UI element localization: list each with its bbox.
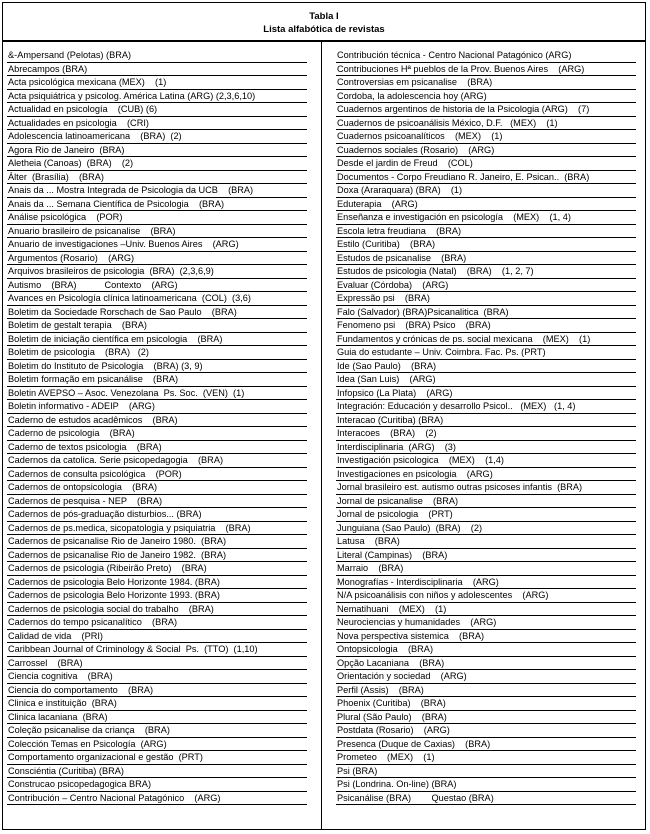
journal-entry: Cadernos de psicologia (Ribeirão Preto) (BRA)	[7, 562, 307, 576]
journal-entry: Contribución técnica - Centro Nacional Patagónico (ARG)	[336, 49, 636, 63]
journal-entry: Anuario de investigaciones –Univ. Buenos Aires (ARG)	[7, 238, 307, 252]
journal-entry: Jornal de psicologia (PRT)	[336, 508, 636, 522]
journal-entry: Álter (Brasília) (BRA)	[7, 171, 307, 185]
journal-entry: Cadernos de consulta psicológica (POR)	[7, 468, 307, 482]
journal-entry: Boletim do Instituto de Psicologia (BRA) (3, 9)	[7, 360, 307, 374]
journal-entry: Cuadernos sociales (Rosario) (ARG)	[336, 144, 636, 158]
journal-entry: Evaluar (Córdoba) (ARG)	[336, 279, 636, 293]
journal-entry: Idea (San Luis) (ARG)	[336, 373, 636, 387]
journal-entry: Psi (Londrina. On-line) (BRA)	[336, 778, 636, 792]
journal-entry: Plural (São Paulo) (BRA)	[336, 711, 636, 725]
journal-entry: Aletheia (Canoas) (BRA) (2)	[7, 157, 307, 171]
journal-entry: Caderno de estudos acadêmicos (BRA)	[7, 414, 307, 428]
journal-entry: Avances en Psicología clínica latinoamericana (COL) (3,6)	[7, 292, 307, 306]
journal-entry: Nematihuani (MEX) (1)	[336, 603, 636, 617]
journal-entry: Cadernos da catolica. Serie psicopedagogia (BRA)	[7, 454, 307, 468]
journal-entry: Documentos - Corpo Freudiano R. Janeiro, E. Psican.. (BRA)	[336, 171, 636, 185]
journal-entry: Doxa (Araraquara) (BRA) (1)	[336, 184, 636, 198]
journal-entry: Argumentos (Rosario) (ARG)	[7, 252, 307, 266]
journal-entry: Boletim da Sociedade Rorschach de Sao Paulo (BRA)	[7, 306, 307, 320]
journal-entry: Desde el jardin de Freud (COL)	[336, 157, 636, 171]
journal-entry: Boletin informativo - ADEIP (ARG)	[7, 400, 307, 414]
journal-entry: Caderno de textos psicologia (BRA)	[7, 441, 307, 455]
journal-entry: Anuario brasileiro de psicanalise (BRA)	[7, 225, 307, 239]
journal-entry: N/A psicoanálisis con niños y adolescentes (ARG)	[336, 589, 636, 603]
journal-entry: Expressão psi (BRA)	[336, 292, 636, 306]
left-column-list	[7, 49, 307, 805]
journal-entry: Cadernos de ps.medica, sicopatologia y psiquiatria (BRA)	[7, 522, 307, 536]
journal-entry: Cadernos do tempo psicanalítico (BRA)	[7, 616, 307, 630]
journal-entry: Monografías - Interdisciplinaria (ARG)	[336, 576, 636, 590]
journal-entry: Integración: Educación y desarrollo Psicol.. (MEX) (1, 4)	[336, 400, 636, 414]
journal-entry: Prometeo (MEX) (1)	[336, 751, 636, 765]
table-subtitle: Lista alfabótica de revistas	[263, 24, 385, 35]
journal-entry: Colección Temas en Psicología (ARG)	[7, 738, 307, 752]
journal-entry: Jornal de psicanalise (BRA)	[336, 495, 636, 509]
journal-entry: Anais da ... Mostra Integrada de Psicologia da UCB (BRA)	[7, 184, 307, 198]
journal-entry: Estudos de psicologia (Natal) (BRA) (1, 2, 7)	[336, 265, 636, 279]
journal-entry: Cuadernos psicoanalíticos (MEX) (1)	[336, 130, 636, 144]
journal-entry: Nova perspectiva sistemica (BRA)	[336, 630, 636, 644]
journal-entry: &-Ampersand (Pelotas) (BRA)	[7, 49, 307, 63]
journal-entry: Junguiana (Sao Paulo) (BRA) (2)	[336, 522, 636, 536]
journal-entry: Cadernos de psicanalise Rio de Janeiro 1980. (BRA)	[7, 535, 307, 549]
journal-entry: Boletim formação em psicanálise (BRA)	[7, 373, 307, 387]
journal-entry: Acta psiquiátrica y psicolog. América Latina (ARG) (2,3,6,10)	[7, 90, 307, 104]
journal-entry: Investigaciones en psicologia (ARG)	[336, 468, 636, 482]
journal-entry: Interacoes (BRA) (2)	[336, 427, 636, 441]
journal-entry: Clinica lacaniana (BRA)	[7, 711, 307, 725]
journal-entry: Escola letra freudiana (BRA)	[336, 225, 636, 239]
journal-entry: Cadernos de psicologia Belo Horizonte 1984. (BRA)	[7, 576, 307, 590]
journal-entry: Cuadernos de psicoanálisis México, D.F. (MEX) (1)	[336, 117, 636, 131]
table-body	[2, 42, 646, 830]
journal-entry: Latusa (BRA)	[336, 535, 636, 549]
journal-entry: Enseñanza e investigación en psicología (MEX) (1, 4)	[336, 211, 636, 225]
journal-entry: Abrecampos (BRA)	[7, 63, 307, 77]
journal-entry: Eduterapia (ARG)	[336, 198, 636, 212]
journal-entry: Adolescencia latinoamericana (BRA) (2)	[7, 130, 307, 144]
journal-entry: Guia do estudante – Univ. Coimbra. Fac. Ps. (PRT)	[336, 346, 636, 360]
journal-entry: Actualidad en psicología (CUB) (6)	[7, 103, 307, 117]
journal-entry: Ciencia do comportamento (BRA)	[7, 684, 307, 698]
journal-entry: Ide (Sao Paulo) (BRA)	[336, 360, 636, 374]
journal-entry: Cadernos de pesquisa - NEP (BRA)	[7, 495, 307, 509]
journal-entry: Orientación y sociedad (ARG)	[336, 670, 636, 684]
journal-entry: Acta psicológica mexicana (MEX) (1)	[7, 76, 307, 90]
journal-entry: Autismo (BRA) Contexto (ARG)	[7, 279, 307, 293]
right-column-list	[336, 49, 636, 805]
journal-entry: Boletim de psicologia (BRA) (2)	[7, 346, 307, 360]
journal-entry: Ciencia cognitiva (BRA)	[7, 670, 307, 684]
journal-entry: Fundamentos y crónicas de ps. social mexicana (MEX) (1)	[336, 333, 636, 347]
journal-entry: Cadernos de psicologia Belo Horizonte 1993. (BRA)	[7, 589, 307, 603]
journal-entry: Cordoba, la adolescencia hoy (ARG)	[336, 90, 636, 104]
journal-entry: Actualidades en psicologia (CRI)	[7, 117, 307, 131]
journal-entry: Cadernos de ontopsicologia (BRA)	[7, 481, 307, 495]
journal-entry: Neurociencias y humanidades (ARG)	[336, 616, 636, 630]
journal-entry: Phoenix (Curitiba) (BRA)	[336, 697, 636, 711]
journal-entry: Psicanálise (BRA) Questao (BRA)	[336, 792, 636, 806]
journal-entry: Controversias em psicanalise (BRA)	[336, 76, 636, 90]
table-header	[2, 2, 646, 42]
journal-entry: Fenomeno psi (BRA) Psico (BRA)	[336, 319, 636, 333]
journal-entry: Boletin AVEPSO – Asoc. Venezolana Ps. Soc. (VEN) (1)	[7, 387, 307, 401]
journal-entry: Análise psicológica (POR)	[7, 211, 307, 225]
journal-entry: Cadernos de psicanalise Rio de Janeiro 1982. (BRA)	[7, 549, 307, 563]
table-title: Tabla I	[309, 11, 339, 22]
journal-entry: Clinica e instituição (BRA)	[7, 697, 307, 711]
journal-entry: Interdisciplinaria (ARG) (3)	[336, 441, 636, 455]
journal-entry: Cuadernos argentinos de historia de la Psicologia (ARG) (7)	[336, 103, 636, 117]
journal-entry: Contribución – Centro Nacional Patagónico (ARG)	[7, 792, 307, 806]
journal-entry: Construcao psicopedagogica BRA)	[7, 778, 307, 792]
journal-entry: Falo (Salvador) (BRA)Psicanalitica (BRA)	[336, 306, 636, 320]
journal-entry: Carrossel (BRA)	[7, 657, 307, 671]
journal-entry: Literal (Campinas) (BRA)	[336, 549, 636, 563]
journal-entry: Caderno de psicologia (BRA)	[7, 427, 307, 441]
journal-entry: Perfil (Assis) (BRA)	[336, 684, 636, 698]
journal-entry: Ontopsicologia (BRA)	[336, 643, 636, 657]
journal-entry: Postdata (Rosario) (ARG)	[336, 724, 636, 738]
journal-entry: Psi (BRA)	[336, 765, 636, 779]
journal-entry: Presenca (Duque de Caxias) (BRA)	[336, 738, 636, 752]
journal-entry: Cadernos de pós-graduação disturbios... (BRA)	[7, 508, 307, 522]
journal-entry: Comportamento organizacional e gestão (PRT)	[7, 751, 307, 765]
journal-entry: Estilo (Curitiba) (BRA)	[336, 238, 636, 252]
journal-entry: Opção Lacaniana (BRA)	[336, 657, 636, 671]
journal-entry: Anais da ... Semana Científica de Psicologia (BRA)	[7, 198, 307, 212]
journal-entry: Investigación psicologica (MEX) (1,4)	[336, 454, 636, 468]
journal-entry: Calidad de vida (PRI)	[7, 630, 307, 644]
journal-entry: Caribbean Journal of Criminology & Social Ps. (TTO) (1,10)	[7, 643, 307, 657]
journal-entry: Coleção psicanalise da criança (BRA)	[7, 724, 307, 738]
journal-entry: Agora Rio de Janeiro (BRA)	[7, 144, 307, 158]
journal-entry: Boletim de iniciação científica em psicologia (BRA)	[7, 333, 307, 347]
journal-entry: Infopsico (La Plata) (ARG)	[336, 387, 636, 401]
journal-entry: Jornal brasileiro est. autismo outras psicoses infantis (BRA)	[336, 481, 636, 495]
journal-entry: Interacao (Curitiba) (BRA)	[336, 414, 636, 428]
journal-entry: Contribuciones Hª pueblos de la Prov. Buenos Aires (ARG)	[336, 63, 636, 77]
journal-entry: Cadernos de psicologia social do trabalho (BRA)	[7, 603, 307, 617]
column-divider	[321, 42, 322, 829]
journal-entry: Consciéntia (Curitiba) (BRA)	[7, 765, 307, 779]
journal-entry: Boletim de gestalt terapia (BRA)	[7, 319, 307, 333]
journal-entry: Estudos de psicanalise (BRA)	[336, 252, 636, 266]
journal-entry: Arquivos brasileiros de psicologia (BRA) (2,3,6,9)	[7, 265, 307, 279]
journal-entry: Marraio (BRA)	[336, 562, 636, 576]
